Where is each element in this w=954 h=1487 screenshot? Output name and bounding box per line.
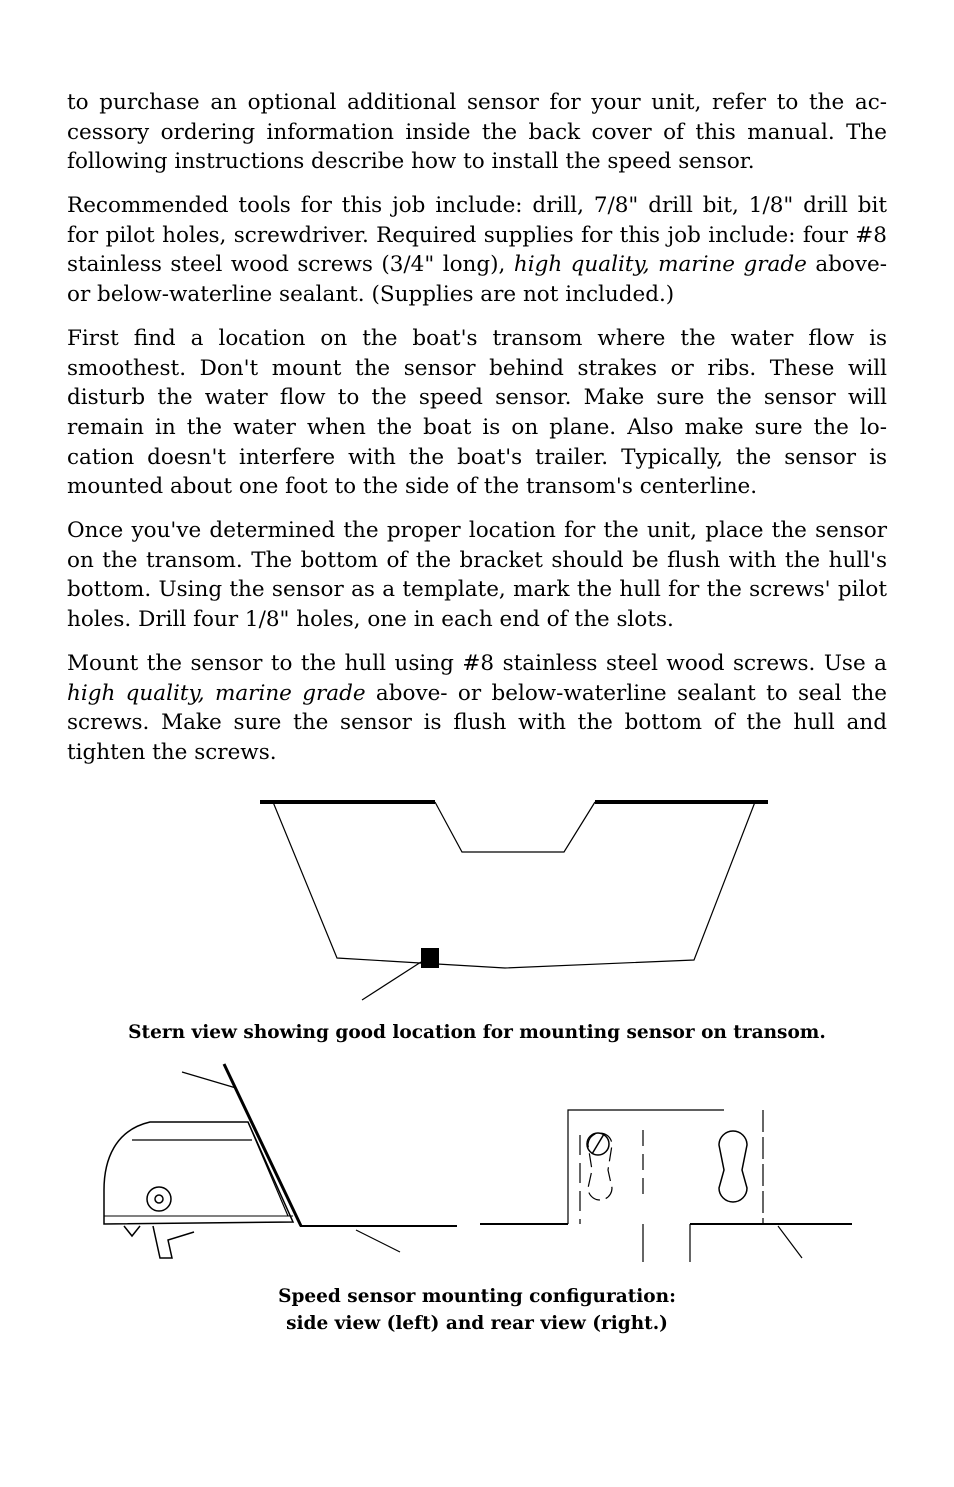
pivot-screw-outer bbox=[147, 1187, 171, 1211]
figure2-caption-line2: side view (left) and rear view (right.) bbox=[286, 1313, 668, 1334]
sensor-pointer bbox=[362, 962, 421, 1000]
paragraph bbox=[67, 516, 887, 634]
water-pointer bbox=[356, 1230, 400, 1252]
paragraph-text: Mount the sensor to the hull using #8 stainless steel wood screws. Use a bbox=[67, 651, 887, 677]
paragraph-text: above- or below-waterline sealant. (Supplies are not included.) bbox=[67, 252, 887, 308]
pivot-screw-inner bbox=[155, 1195, 163, 1203]
emphasis-text: high quality, marine grade bbox=[67, 680, 366, 706]
hull-outline bbox=[273, 802, 755, 968]
emphasis-text: high quality, marine grade bbox=[513, 252, 807, 278]
sensor-body bbox=[104, 1122, 293, 1224]
paragraph bbox=[67, 191, 887, 309]
paragraph bbox=[67, 324, 887, 502]
transom-outline bbox=[435, 802, 595, 852]
body-text bbox=[67, 88, 887, 782]
figure1-caption: Stern view showing good location for mounting sensor on transom. bbox=[128, 1022, 826, 1043]
paragraph-text: First find a location on the boat's transom where the water flow is smoothest. Don't mount the sensor behind strakes or ribs. These will disturb the water flow to the speed sensor. Make sure the sensor will remain in the water when the boat is on plane. Also make sure the location doesn't interfere with the boat's trailer. Typically, the sensor is mounted about one foot to the side of the transom's centerline. bbox=[67, 326, 887, 500]
screw-slot-line bbox=[592, 1134, 604, 1154]
paragraph-text: Once you've determined the proper location for the unit, place the sensor on the transom. The bottom of the bracket should be flush with the hull's bottom. Using the sensor as a template, mark the hull for the screws' pilot holes. Drill four 1/8" holes, one in each end of the slots. bbox=[67, 518, 887, 632]
figure2-caption-line1: Speed sensor mounting configuration: bbox=[278, 1286, 676, 1307]
stern-view-diagram bbox=[250, 790, 780, 1005]
paragraph-text: above- or below-waterline sealant to seal the screws. Make sure the sensor is flush with the bottom of the hull and tighten the screws. bbox=[67, 680, 887, 765]
side-view bbox=[104, 1064, 457, 1258]
speed-sensor-marker bbox=[421, 948, 439, 968]
water-pointer-right bbox=[778, 1226, 802, 1258]
sensor-bracket-edge bbox=[248, 1122, 288, 1216]
mounting-slot-right bbox=[719, 1131, 747, 1202]
paragraph-text: to purchase an optional additional sensor for your unit, refer to the accessory ordering information inside the back cover of this manual. The following instructions describe how to install the speed sensor. bbox=[67, 90, 887, 175]
paragraph bbox=[67, 649, 887, 767]
rear-view bbox=[480, 1110, 852, 1262]
paragraph-text: Recommended tools for this job include: drill, 7/8" drill bit, 1/8" drill bit for pilot holes, screwdriver. Required supplies for this job include: four #8 stainless steel wood screws (3/4" long), bbox=[67, 193, 887, 278]
mounting-configuration-diagram bbox=[95, 1060, 865, 1270]
paddle-wheel-fin bbox=[124, 1226, 194, 1258]
figure2-caption bbox=[0, 1283, 954, 1337]
paragraph bbox=[67, 88, 887, 177]
